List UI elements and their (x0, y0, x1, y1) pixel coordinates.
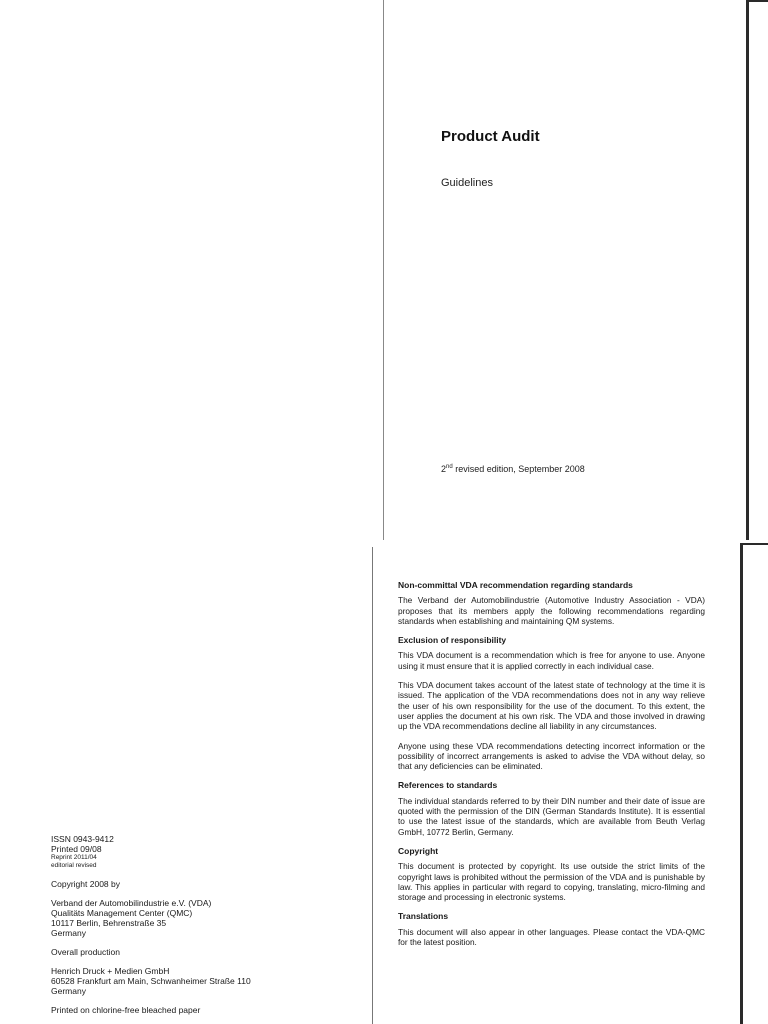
heading-copyright: Copyright (398, 845, 439, 856)
heading-references: References to standards (398, 780, 498, 791)
document-title: Product Audit (441, 128, 540, 145)
heading-non-committal: Non-committal VDA recommendation regarding standards (398, 580, 633, 590)
edition-number: 2 (441, 464, 447, 474)
edition-ordinal: nd (446, 464, 453, 470)
copyright-line: Copyright 2008 by (51, 879, 120, 889)
paragraph-non-committal: The Verband der Automobilindustrie (Automotive Industry Association - VDA) proposes that its members apply the following recommendations regarding standards when establishing and maintaining QM systems. (398, 595, 705, 626)
legal-page (398, 580, 705, 947)
heading-exclusion: Exclusion of responsibility (398, 635, 507, 646)
production-label: Overall production (51, 947, 120, 957)
printer-address: 60528 Frankfurt am Main, Schwanheimer Straße 110 (51, 976, 251, 986)
paragraph-copyright: This document is protected by copyright. Its use outside the strict limits of the copyright laws is prohibited without the permission of the VDA and is punishable by law. This applies in particular with regard to copying, translating, micro-filming and storage and processing in electronic systems. (398, 861, 705, 903)
paragraph-exclusion-3: Anyone using these VDA recommendations detecting incorrect information or the possibility of incorrect arrangements is asked to advise the VDA without delay, so that any deficiencies can be eliminated. (398, 740, 705, 772)
printed-date: Printed 09/08 (51, 844, 102, 854)
paragraph-translations: This document will also appear in other languages. Please contact the VDA-QMC for the latest position. (398, 926, 705, 948)
printer-name: Henrich Druck + Medien GmbH (51, 966, 170, 976)
paper-note: Printed on chlorine-free bleached paper (51, 1005, 201, 1015)
editorial-note: editorial revised (51, 862, 97, 869)
page-edge-upper-right-top (746, 0, 768, 2)
printer-country: Germany (51, 986, 86, 996)
page-edge-upper-left (383, 0, 384, 540)
edition-line (441, 464, 585, 474)
issn: ISSN 0943-9412 (51, 834, 114, 844)
paragraph-references: The individual standards referred to by their DIN number and their date of issue are quoted with the permission of the DIN (German Standards Institute). It is essential to use the latest issue of the standards, which are available from Beuth Verlag GmbH, 10772 Berlin, Germany. (398, 795, 705, 837)
publisher-address: 10117 Berlin, Behrenstraße 35 (51, 918, 167, 928)
paragraph-exclusion-1: This VDA document is a recommendation which is free for anyone to use. Anyone using it must ensure that it is applied correctly in each individual case. (398, 650, 705, 671)
imprint-block (51, 834, 351, 1015)
publisher-name: Verband der Automobilindustrie e.V. (VDA) (51, 898, 212, 908)
publisher-country: Germany (51, 928, 86, 938)
edition-text: revised edition, September 2008 (452, 464, 585, 474)
page-edge-lower-right (740, 543, 743, 1024)
publisher-center: Qualitäts Management Center (QMC) (51, 908, 193, 918)
paragraph-exclusion-2: This VDA document takes account of the latest state of technology at the time it is issued. The application of the VDA recommendations does not in any way relieve the user of his own responsibility for the use of the document. To this extent, the user applies the document at his own risk. The VDA and those involved in drawing up the VDA recommendations decline all liability in any circumstances. (398, 680, 705, 732)
document-subtitle: Guidelines (441, 177, 493, 189)
page-edge-upper-right (746, 0, 749, 540)
reprint-date: Reprint 2011/04 (51, 854, 97, 861)
page-edge-lower-left (372, 547, 373, 1024)
heading-translations: Translations (398, 911, 449, 922)
page-edge-lower-right-top (740, 543, 768, 545)
